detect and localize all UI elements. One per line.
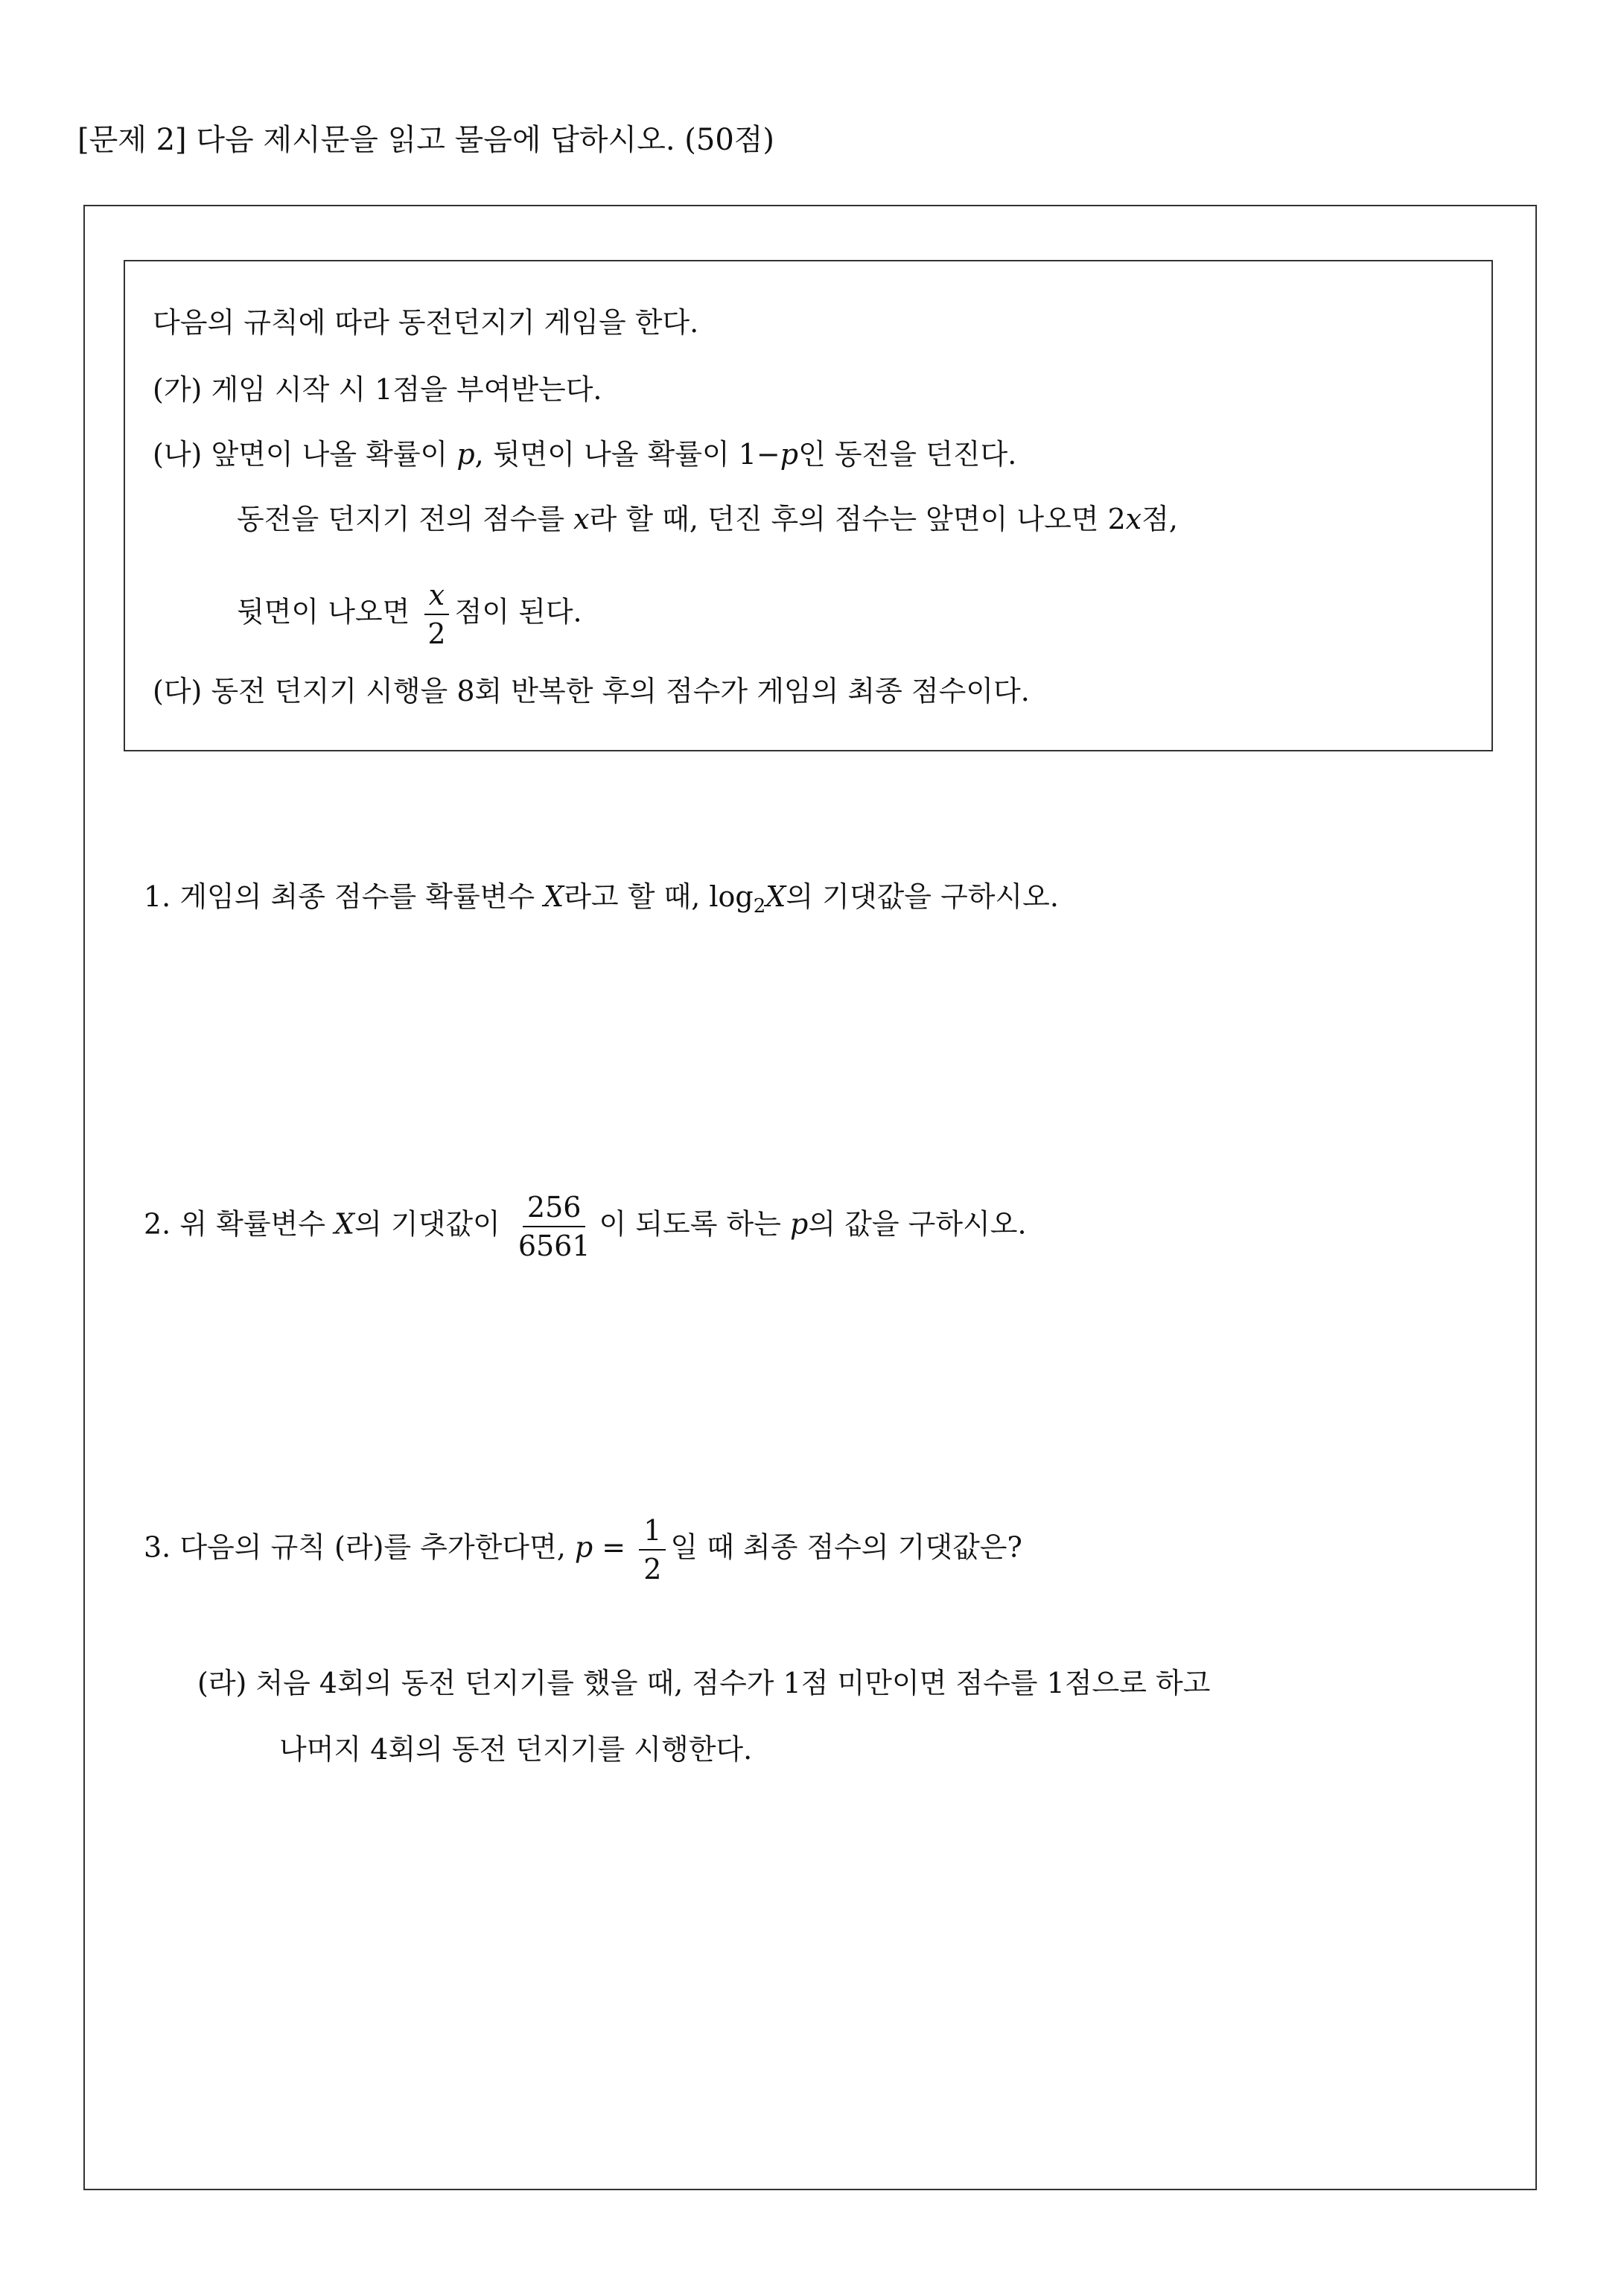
- q1-text-3: 의 기댓값을 구하시오.: [786, 880, 1059, 913]
- var-p: p: [780, 438, 799, 471]
- rule-na-text-2: , 뒷면이 나올 확률이 1−: [474, 438, 780, 471]
- fraction-denominator: 2: [427, 617, 446, 650]
- var-X: X: [334, 1207, 355, 1241]
- q2-text-4: 의 값을 구하시오.: [808, 1207, 1027, 1241]
- var-x: x: [1125, 503, 1142, 535]
- rule-na-continuation: [237, 500, 1178, 538]
- equals-sign: =: [593, 1530, 635, 1564]
- q2-text-1: 2. 위 확률변수: [144, 1207, 335, 1241]
- rule-na-cont2-text-2: 점이 된다.: [454, 595, 582, 629]
- q3-text-1: 3. 다음의 규칙 (라)를 추가한다면,: [144, 1530, 575, 1564]
- question-3: [144, 1514, 1022, 1586]
- rule-ra-continuation: 나머지 4회의 동전 던지기를 시행한다.: [279, 1733, 753, 1766]
- fraction-numerator: 256: [523, 1193, 586, 1227]
- log-base: 2: [753, 895, 766, 918]
- q2-text-2: 의 기댓값이: [354, 1207, 500, 1241]
- rule-na-cont-text-2: 라 할 때, 던진 후의 점수는 앞면이 나오면 2: [589, 503, 1126, 535]
- rule-na-continuation-2: [237, 581, 582, 648]
- fraction-x-over-2: [423, 581, 450, 648]
- q2-text-3: 이 되도록 하는: [599, 1207, 791, 1241]
- var-p: p: [456, 438, 475, 471]
- rule-da: (다) 동전 던지기 시행을 8회 반복한 후의 점수가 게임의 최종 점수이다.: [153, 675, 1030, 707]
- question-1: [144, 877, 1059, 926]
- q3-text-2: 일 때 최종 점수의 기댓값은?: [670, 1530, 1022, 1564]
- fraction-denominator: 6561: [518, 1230, 590, 1262]
- var-p: p: [574, 1530, 593, 1564]
- rule-ga: (가) 게임 시작 시 1점을 부여받는다.: [153, 373, 602, 406]
- q1-text-1: 1. 게임의 최종 점수를 확률변수: [144, 880, 544, 913]
- rule-na-cont-text-1: 동전을 던지기 전의 점수를: [237, 503, 574, 535]
- question-2: [144, 1193, 1027, 1260]
- var-x: x: [573, 503, 590, 535]
- rule-ra: (라) 처음 4회의 동전 던지기를 했을 때, 점수가 1점 미만이면 점수를 1점으로 하고: [197, 1667, 1211, 1699]
- problem-title: [문제 2] 다음 제시문을 읽고 물음에 답하시오. (50점): [77, 123, 775, 157]
- rule-na-text-3: 인 동전을 던진다.: [798, 438, 1017, 471]
- fraction-numerator: x: [424, 581, 449, 615]
- rule-na-cont2-text-1: 뒷면이 나오면: [237, 595, 410, 629]
- fraction-denominator: 2: [643, 1553, 662, 1586]
- fraction-numerator: 1: [639, 1516, 666, 1551]
- var-X: X: [765, 880, 786, 913]
- passage-intro: 다음의 규칙에 따라 동전던지기 게임을 한다.: [153, 306, 699, 339]
- rule-na: [153, 435, 1016, 474]
- fraction-1-over-2: [639, 1514, 666, 1586]
- rule-na-cont-text-3: 점,: [1141, 503, 1178, 535]
- fraction-256-over-6561: [514, 1193, 595, 1260]
- var-p: p: [790, 1207, 809, 1241]
- var-X: X: [544, 880, 564, 913]
- q1-text-2: 라고 할 때, log: [564, 880, 754, 913]
- rule-na-text-1: (나) 앞면이 나올 확률이: [153, 438, 457, 471]
